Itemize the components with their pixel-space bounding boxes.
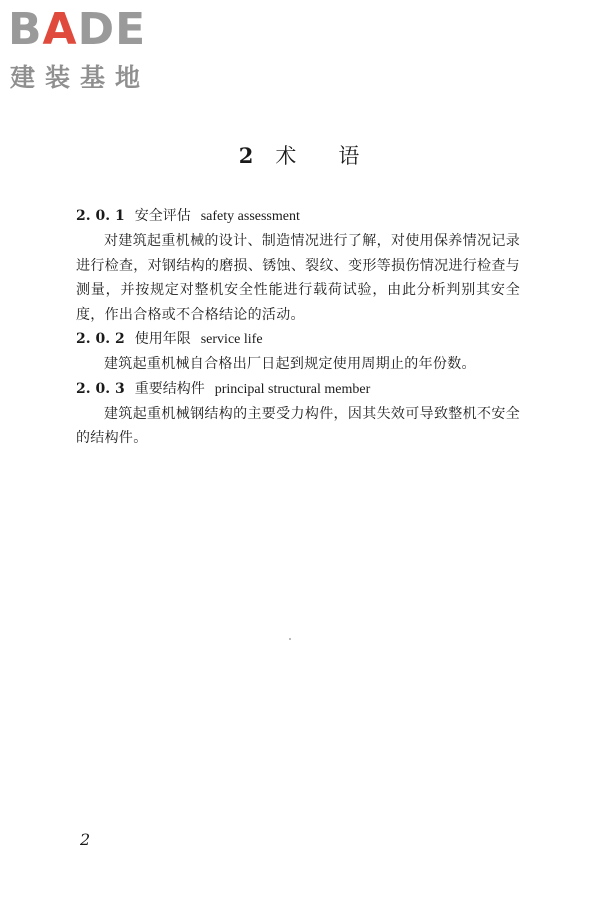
- terms-section: [76, 204, 520, 451]
- chapter-title-part1: 术: [275, 144, 299, 168]
- term-definition: 建筑起重机械自合格出厂日起到规定使用周期止的年份数。: [104, 356, 476, 372]
- term-definition: 对建筑起重机械的设计、制造情况进行了解，对使用保养情况记录进行检查，对钢结构的磨损、锈蚀、裂纹、变形等损伤情况进行检查与测量，并按规定对整机安全性能进行载荷试验，由此分析判别其安全度，作出合格或不合格结论的活动。: [76, 233, 520, 323]
- watermark-brand: [8, 6, 146, 54]
- term-number: 2. 0. 2: [76, 331, 125, 347]
- term-name-en: principal structural member: [214, 381, 371, 397]
- term-name-zh: 重要结构件: [134, 380, 205, 397]
- term-heading: [76, 377, 520, 402]
- chapter-number: 2: [238, 143, 256, 168]
- term-name-zh: 使用年限: [134, 331, 191, 347]
- brand-letter-b: B: [8, 4, 43, 55]
- term-item: [76, 327, 520, 377]
- term-number: 2. 0. 1: [76, 208, 125, 224]
- term-item: [76, 204, 520, 327]
- term-name-en: safety assessment: [200, 209, 300, 224]
- chapter-title: [0, 140, 600, 170]
- page-number: 2: [80, 830, 91, 849]
- term-heading: [76, 204, 520, 229]
- brand-letters-de: DE: [77, 4, 147, 55]
- scan-speck: [289, 638, 291, 640]
- chapter-title-part2: 语: [338, 144, 362, 168]
- brand-letter-a: A: [42, 4, 78, 55]
- term-heading: [76, 327, 520, 352]
- watermark-subtitle: 建装基地: [10, 63, 151, 92]
- term-definition: 建筑起重机械钢结构的主要受力构件，因其失效可导致整机不安全的结构件。: [76, 405, 520, 446]
- term-number: 2. 0. 3: [76, 380, 125, 397]
- term-name-zh: 安全评估: [134, 208, 191, 224]
- term-name-en: service life: [200, 332, 263, 347]
- term-item: [76, 377, 520, 451]
- watermark-logo: [8, 6, 178, 96]
